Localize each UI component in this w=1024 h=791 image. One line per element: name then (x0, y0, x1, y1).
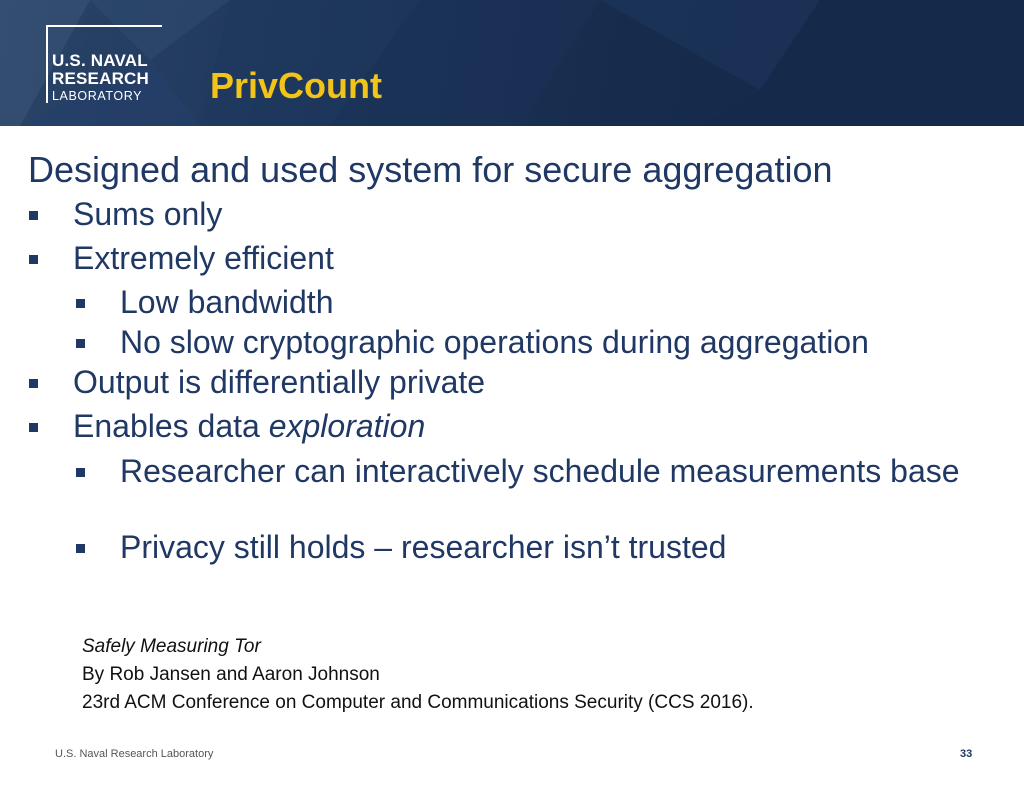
subbullet-interactive-schedule (120, 454, 1000, 489)
square-bullet-icon (76, 299, 85, 308)
nrl-logo (52, 52, 149, 103)
subbullet-privacy-holds (120, 530, 726, 565)
square-bullet-icon (76, 468, 85, 477)
slide-header (0, 0, 1024, 126)
bullet-emphasis: exploration (268, 408, 426, 444)
reference-venue: 23rd ACM Conference on Computer and Communications Security (CCS 2016). (82, 692, 754, 713)
subbullet-no-slow-crypto (120, 325, 869, 360)
slide-title: PrivCount (210, 65, 383, 106)
bullet-text: Output is differentially private (73, 364, 486, 400)
bullet-data-exploration (73, 409, 425, 444)
bullet-text: Extremely efficient (73, 240, 334, 276)
subbullet-text: No slow cryptographic operations during aggregation (120, 324, 869, 360)
subbullet-text: Researcher can interactively schedule measurements base (120, 453, 960, 489)
bullet-text: Enables data (73, 408, 269, 444)
bullet-differentially-private (73, 365, 485, 400)
square-bullet-icon (76, 544, 85, 553)
slide-heading: Designed and used system for secure aggregation (28, 149, 833, 190)
reference-authors: By Rob Jansen and Aaron Johnson (82, 664, 380, 685)
square-bullet-icon (29, 379, 38, 388)
square-bullet-icon (29, 211, 38, 220)
logo-line-2: RESEARCH (52, 69, 150, 88)
bullet-extremely-efficient (73, 241, 334, 276)
square-bullet-icon (76, 339, 85, 348)
footer-organization: U.S. Naval Research Laboratory (55, 748, 214, 760)
subbullet-low-bandwidth (120, 285, 333, 320)
page-number: 33 (960, 748, 973, 760)
logo-line-1: U.S. NAVAL (52, 51, 148, 70)
square-bullet-icon (29, 423, 38, 432)
subbullet-text: Low bandwidth (120, 284, 334, 320)
subbullet-text: Privacy still holds – researcher isn’t trusted (120, 529, 727, 565)
logo-line-3: LABORATORY (52, 89, 143, 103)
bullet-text: Sums only (73, 196, 223, 232)
bullet-sums-only (73, 197, 222, 232)
square-bullet-icon (29, 255, 38, 264)
reference-title: Safely Measuring Tor (82, 636, 261, 657)
